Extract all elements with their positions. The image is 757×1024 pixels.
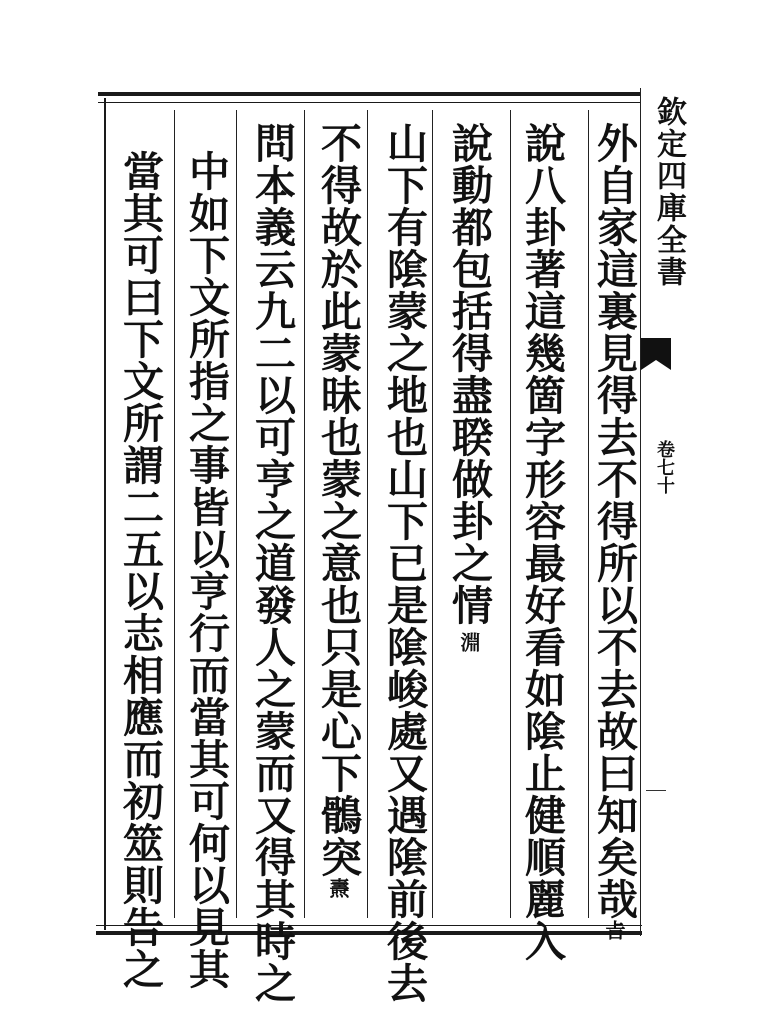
- column-annotation: 燾: [326, 878, 351, 898]
- frame-top-border: [98, 92, 640, 110]
- column-text: 說動都包括得盡聧做卦之情: [445, 122, 494, 626]
- frame-left-border: [104, 98, 106, 930]
- text-column-8: [116, 150, 165, 990]
- fishtail-mark: [641, 338, 671, 360]
- text-column-1: [590, 122, 639, 940]
- text-column-4: [380, 122, 429, 1004]
- column-text: 不得故於此蒙昧也蒙之意也只是心下鶻突: [314, 122, 363, 878]
- column-annotation: 㫖: [602, 920, 627, 940]
- column-text: 中如下文所指之事皆以亨行而當其可何以見其: [182, 150, 231, 990]
- text-column-3: [445, 122, 494, 652]
- text-column-5: [314, 122, 363, 898]
- column-rule: [432, 110, 433, 918]
- column-rule: [236, 110, 237, 918]
- column-text: 外自家這裏見得去不得所以不去故曰知矣哉: [590, 122, 639, 920]
- gutter-tick: [646, 790, 666, 791]
- book-title: 欽定四庫全書: [651, 96, 686, 288]
- column-rule: [304, 110, 305, 918]
- column-rule: [367, 110, 368, 918]
- column-rule: [510, 110, 511, 918]
- column-text: 當其可曰下文所謂二五以志相應而初筮則告之: [116, 150, 165, 990]
- column-text: 山下有隂蒙之地也山下已是隂峻處又遇隂前後去: [380, 122, 429, 1004]
- text-column-6: [248, 122, 297, 1004]
- volume-label: 卷七十: [654, 440, 675, 494]
- text-column-7: [182, 150, 231, 990]
- column-rule: [174, 110, 175, 918]
- column-annotation: 淵: [457, 632, 482, 652]
- column-text: 問本義云九二以可亨之道發人之蒙而又得其時之: [248, 122, 297, 1004]
- column-rule: [588, 110, 589, 918]
- text-column-2: [518, 122, 567, 962]
- column-text: 說八卦著這幾箇字形容最好看如隂止健順麗入: [518, 122, 567, 962]
